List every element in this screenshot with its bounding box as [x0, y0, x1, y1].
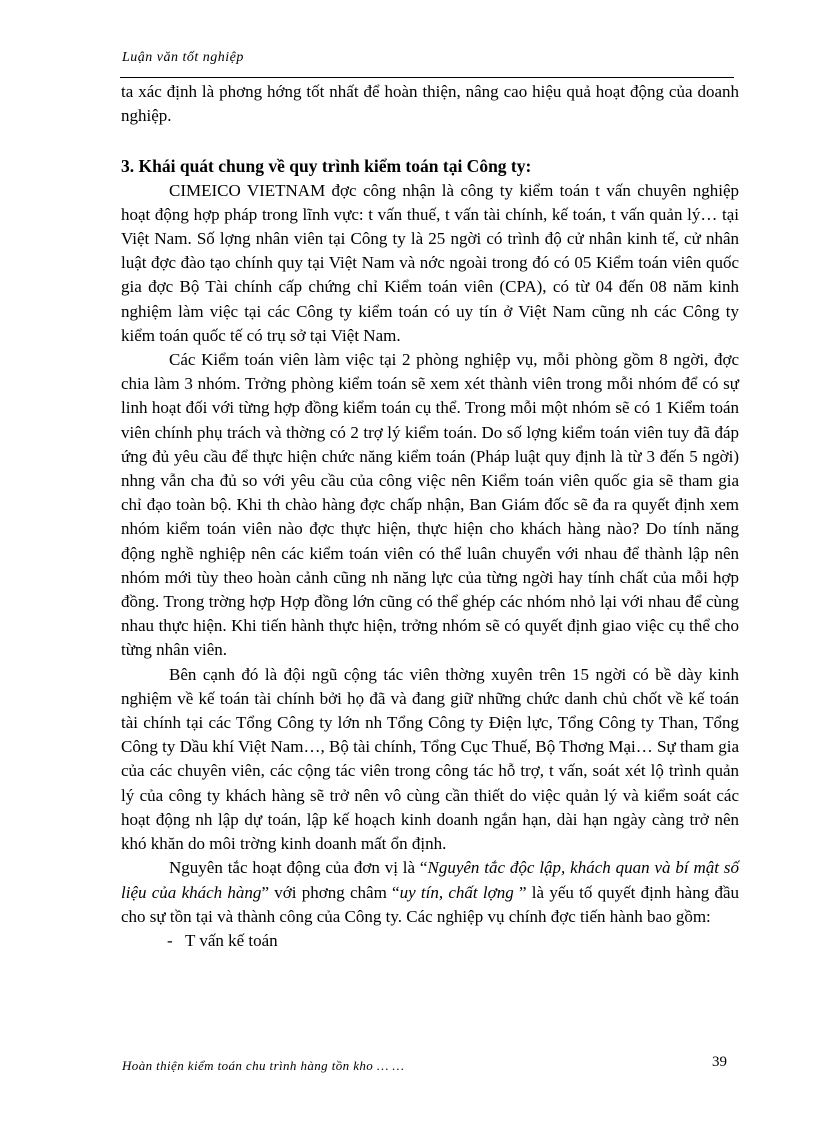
document-body — [121, 80, 739, 953]
list-item — [121, 929, 739, 953]
paragraph-company-intro: CIMEICO VIETNAM đợc công nhận là công ty kiểm toán t vấn chuyên nghiệp hoạt động hợp pháp trong lĩnh vực: t vấn thuế, t vấn tài chính, kế toán, t vấn quản lý… tại Việt Nam. Số lợng nhân viên tại Công ty là 25 ngời có trình độ cử nhân kinh tế, cử nhân luật đợc đào tạo chính quy tại Việt Nam và nớc ngoài trong đó có 05 Kiểm toán viên quốc gia đợc Bộ Tài chính cấp chứng chỉ Kiểm toán viên (CPA), có từ 04 đến 08 năm kinh nghiệm làm việc tại các Công ty kiểm toán có uy tín ở Việt Nam cũng nh các Công ty kiểm toán quốc tế có trụ sở tại Việt Nam. — [121, 180, 739, 345]
paragraph-audit-teams: Các Kiểm toán viên làm việc tại 2 phòng nghiệp vụ, mỗi phòng gồm 8 ngời, đợc chia làm 3 nhóm. Trởng phòng kiểm toán sẽ xem xét thành viên trong mỗi nhóm để có sự linh hoạt đối với từng hợp đồng kiểm toán cụ thể. Trong mỗi một nhóm sẽ có 1 Kiểm toán viên chính phụ trách và thờng có 2 trợ lý kiểm toán. Do số lợng kiểm toán viên tuy đã đáp ứng đủ yêu cầu để thực hiện chức năng kiểm toán (Pháp luật quy định là từ 3 đến 5 ngời) nhng vẫn cha đủ so với yêu cầu của công việc nên Kiểm toán viên quốc gia sẽ tham gia chỉ đạo toàn bộ. Khi th chào hàng đợc chấp nhận, Ban Giám đốc sẽ đa ra quyết định xem nhóm kiểm toán viên nào đợc thực hiện, thực hiện cho khách hàng nào? Do tính năng động nghề nghiệp nên các kiểm toán viên có thể luân chuyển với nhau để thành lập nên nhóm mới tùy theo hoàn cảnh cũng nh năng lực của từng ngời hay tính chất của mỗi hợp đồng. Trong trờng hợp Hợp đồng lớn cũng có thể ghép các nhóm nhỏ lại với nhau để cùng nhau thực hiện. Khi tiến hành thực hiện, trởng nhóm sẽ có quyết định giao việc cụ thể cho từng nhân viên. — [121, 350, 739, 660]
motto-italic-quote: uy tín, chất lợng — [399, 882, 519, 902]
section-heading: 3. Khái quát chung về quy trình kiểm toán tại Công ty: — [121, 156, 532, 177]
principles-text-a: Nguyên tắc hoạt động của đơn vị là “ — [169, 858, 428, 878]
principles-text-c: ” với phơng châm “ — [261, 882, 400, 902]
paragraph-principles — [121, 856, 739, 929]
page-number: 39 — [712, 1054, 727, 1070]
principles-italic-quote: Nguyên tắc độc lập, khách quan và bí mật số liệu của khách hàng — [121, 858, 739, 902]
bullet-mark: ‐ — [167, 930, 173, 950]
paragraph-continuation: ta xác định là phơng hớng tốt nhất để hoàn thiện, nâng cao hiệu quả hoạt động của doanh nghiệp. — [121, 82, 739, 126]
principles-text-e: ” là yếu tố quyết định hàng đầu cho sự tồn tại và thành công của Công ty. Các nghiệp vụ chính đợc tiến hành bao gồm: — [121, 882, 740, 926]
page-footer: Hoàn thiện kiểm toán chu trình hàng tồn kho … … — [122, 1058, 405, 1073]
page-header: Luận văn tốt nghiệp — [122, 50, 244, 65]
header-rule — [120, 77, 734, 78]
paragraph-collaborators: Bên cạnh đó là đội ngũ cộng tác viên thờng xuyên trên 15 ngời có bề dày kinh nghiệm về kế toán tài chính bởi họ đã và đang giữ những chức danh chủ chốt về kế toán tài chính tại các Tổng Công ty lớn nh Tổng Công ty Điện lực, Tổng Công ty Than, Tổng Công ty Dầu khí Việt Nam…, Bộ tài chính, Tổng Cục Thuế, Bộ Thơng Mại… Sự tham gia của các chuyên viên, các cộng tác viên trong công tác hỗ trợ, t vấn, soát xét lộ trình quản lý của công ty khách hàng sẽ trở nên vô cùng cần thiết do việc quản lý và kiểm soát các hoạt động nh lập dự toán, lập kế hoạch kinh doanh ngắn hạn, dài hạn ngày càng trở nên khó khăn do môi trờng kinh doanh mất ổn định. — [121, 664, 739, 854]
list-item-label: T vấn kế toán — [185, 930, 278, 950]
